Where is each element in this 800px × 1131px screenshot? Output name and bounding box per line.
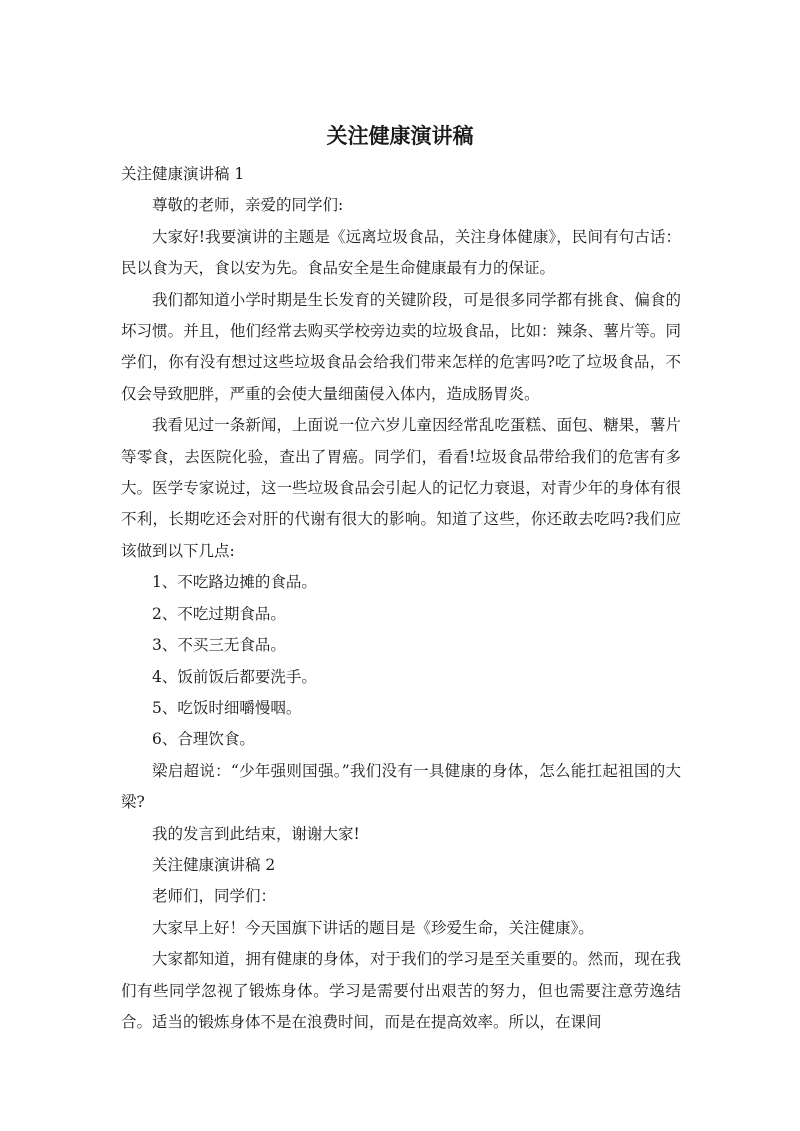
paragraph: 大家都知道，拥有健康的身体，对于我们的学习是至关重要的。然而，现在我们有些同学忽视了锻炼身体。学习是需要付出艰苦的努力，但也需要注意劳逸结合。适当的锻炼身体不是在浪费时间，而是在提高效率。所以，在课间 <box>121 950 681 1031</box>
salutation: 尊敬的老师，亲爱的同学们: <box>152 196 344 215</box>
salutation: 老师们，同学们： <box>152 887 277 906</box>
list-item: 2、不吃过期食品。 <box>152 604 286 623</box>
paragraph: 我们都知道小学时期是生长发育的关键阶段，可是很多同学都有挑食、偏食的坏习惯。并且，他们经常去购买学校旁边卖的垃圾食品，比如：辣条、薯片等。同学们，你有没有想过这些垃圾食品会给我们带来怎样的危害吗?吃了垃圾食品，不仅会导致肥胖，严重的会使大量细菌侵入体内，造成肠胃炎。 <box>121 290 681 403</box>
closing: 我的发言到此结束，谢谢大家! <box>152 824 360 843</box>
list-item: 1、不吃路边摊的食品。 <box>152 573 317 592</box>
paragraph: 大家好!我要演讲的主题是《远离垃圾食品，关注身体健康》，民间有句古话：民以食为天，食以安为先。食品安全是生命健康最有力的保证。 <box>121 227 681 278</box>
section-heading-2: 关注健康演讲稿 2 <box>152 855 276 874</box>
paragraph: 大家早上好！今天国旗下讲话的题目是《珍爱生命，关注健康》。 <box>152 918 594 937</box>
list-item: 3、不买三无食品。 <box>152 636 286 655</box>
document-title: 关注健康演讲稿 <box>326 124 474 148</box>
section-heading-1: 关注健康演讲稿 1 <box>121 165 245 183</box>
list-item: 6、合理饮食。 <box>152 730 255 749</box>
list-item: 5、吃饭时细嚼慢咽。 <box>152 698 302 717</box>
document-body <box>121 159 681 1038</box>
paragraph: 我看见过一条新闻，上面说一位六岁儿童因经常乱吃蛋糕、面包、糖果，薯片等零食，去医院化验，查出了胃癌。同学们，看看!垃圾食品带给我们的危害有多大。医学专家说过，这一些垃圾食品会引起人的记忆力衰退，对青少年的身体有很不利，长期吃还会对肝的代谢有很大的影响。知道了这些，你还敢去吃吗?我们应该做到以下几点: <box>121 416 681 560</box>
paragraph: 梁启超说：“少年强则国强。”我们没有一具健康的身体，怎么能扛起祖国的大梁? <box>121 761 681 812</box>
list-item: 4、饭前饭后都要洗手。 <box>152 667 317 686</box>
